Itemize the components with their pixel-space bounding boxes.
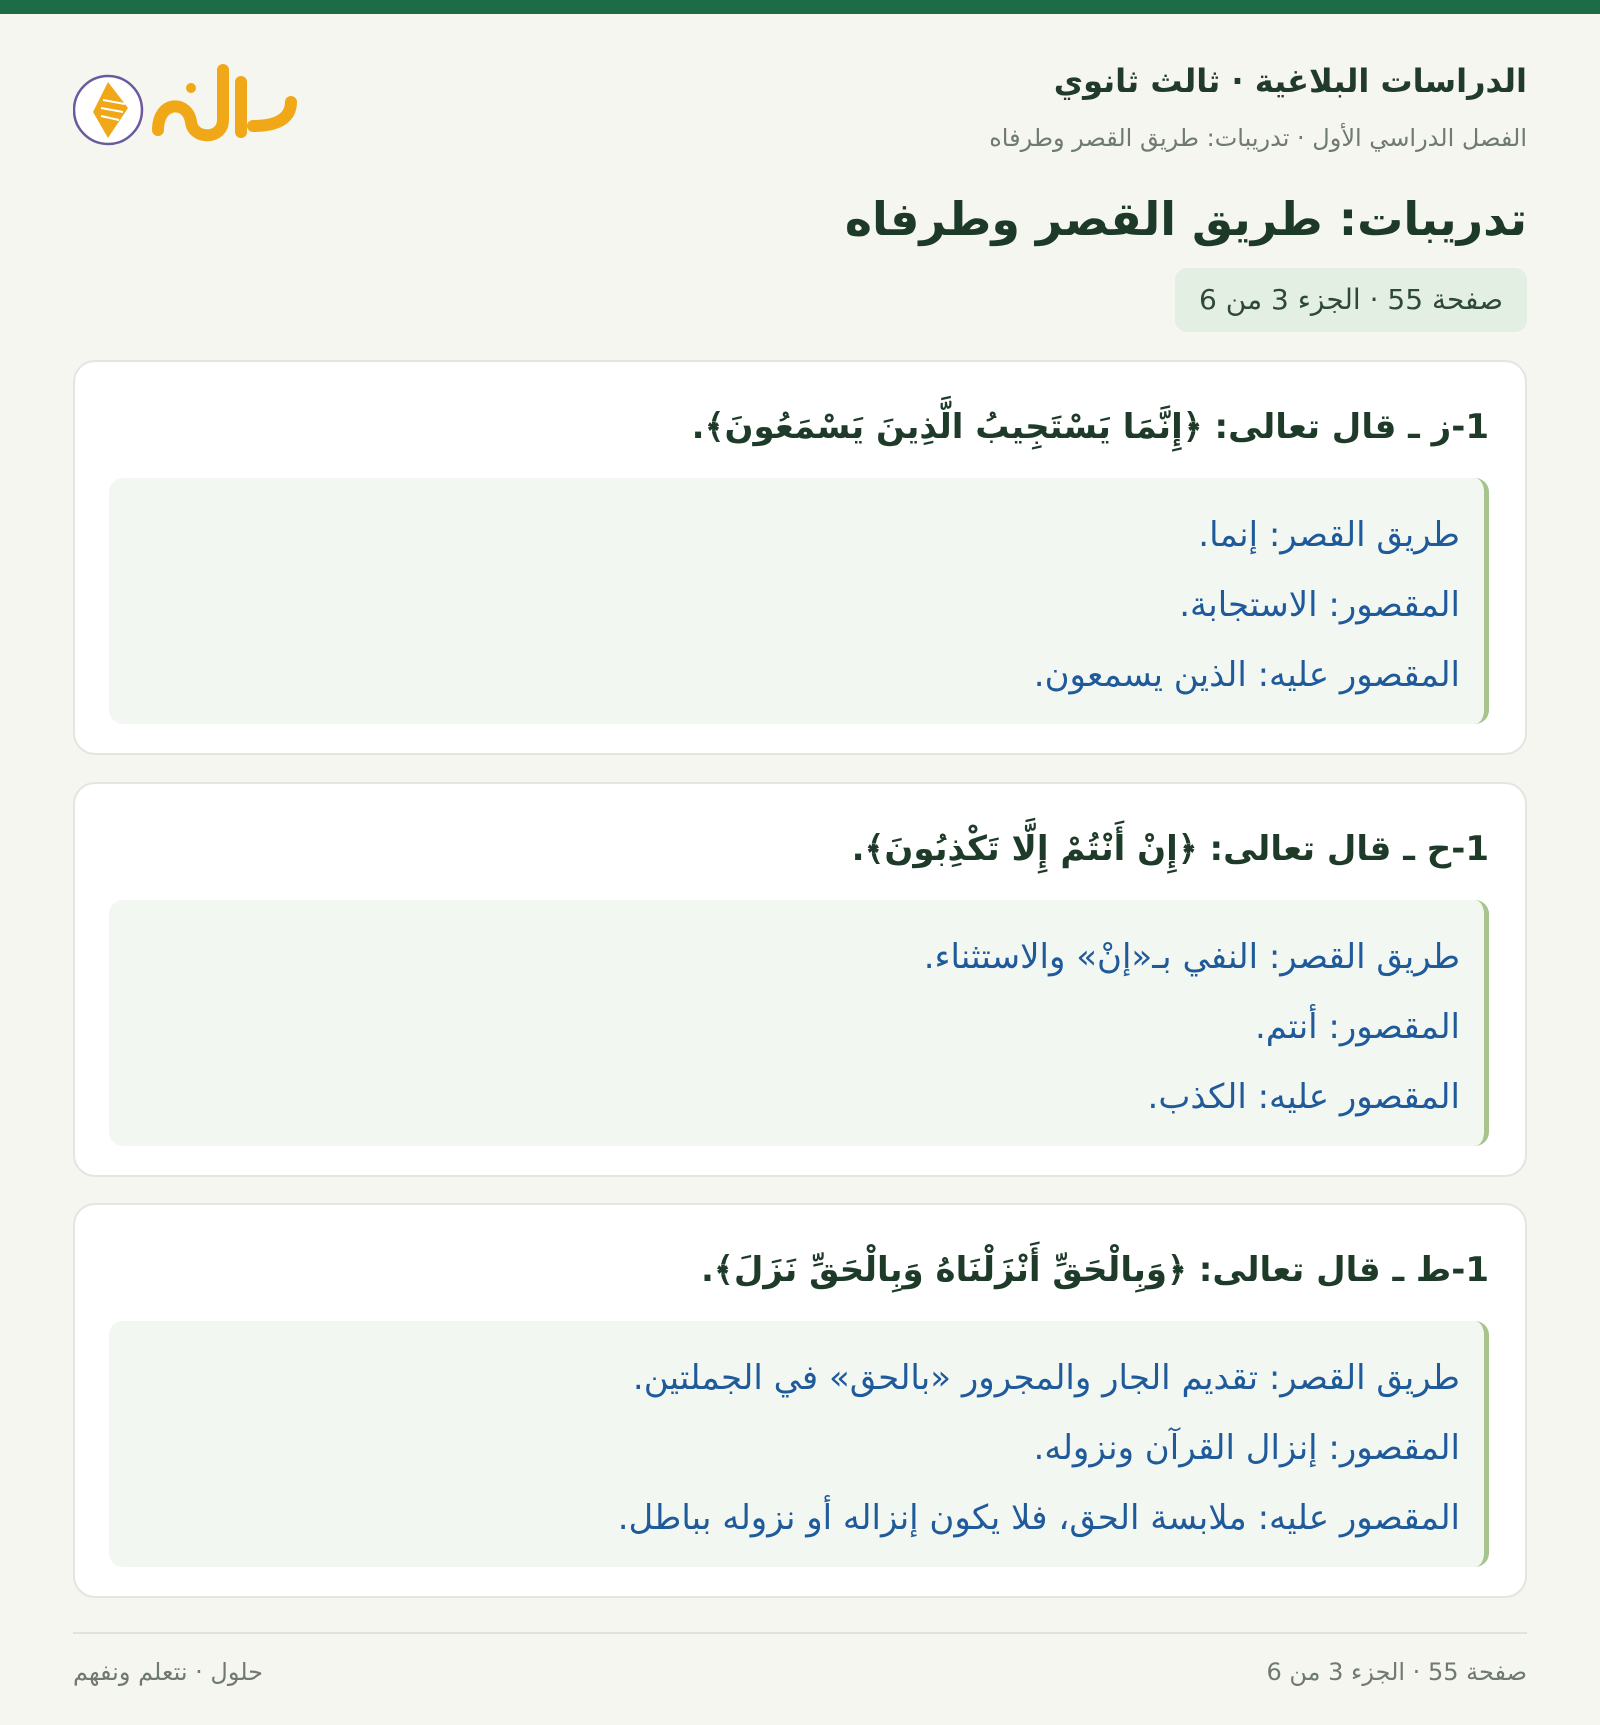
answer-restricted: المقصور: أنتم. <box>1255 1007 1460 1047</box>
footer-page-info: صفحة 55 · الجزء 3 من 6 <box>1266 1658 1527 1686</box>
breadcrumb: الفصل الدراسي الأول · تدريبات: طريق القصر وطرفاه <box>989 124 1527 152</box>
footer-divider <box>73 1632 1527 1634</box>
answer-box <box>109 1321 1489 1567</box>
answer-restricted: المقصور: إنزال القرآن ونزوله. <box>1033 1428 1460 1468</box>
hulul-logo[interactable] <box>73 60 303 160</box>
question-text: 1-ط ـ قال تعالى: ﴿وَبِالْحَقِّ أَنْزَلْنَاهُ وَبِالْحَقِّ نَزَلَ﴾. <box>701 1250 1489 1290</box>
question-text: 1-ز ـ قال تعالى: ﴿إِنَّمَا يَسْتَجِيبُ الَّذِينَ يَسْمَعُونَ﴾. <box>691 407 1489 447</box>
page-header <box>73 60 1527 180</box>
page-badge: صفحة 55 · الجزء 3 من 6 <box>1175 268 1527 332</box>
exercise-card <box>73 360 1527 755</box>
answer-method: طريق القصر: تقديم الجار والمجرور «بالحق» في الجملتين. <box>632 1358 1460 1398</box>
subject-title: الدراسات البلاغية · ثالث ثانوي <box>1053 62 1527 100</box>
answer-method: طريق القصر: إنما. <box>1198 515 1460 555</box>
answer-method: طريق القصر: النفي بـ«إنْ» والاستثناء. <box>923 937 1460 977</box>
page-title: تدريبات: طريق القصر وطرفاه <box>844 192 1527 246</box>
answer-box <box>109 478 1489 724</box>
exercise-card <box>73 782 1527 1177</box>
footer-brand: حلول · نتعلم ونفهم <box>73 1658 263 1686</box>
exercise-card <box>73 1203 1527 1598</box>
answer-restricted-to: المقصور عليه: ملابسة الحق، فلا يكون إنزاله أو نزوله بباطل. <box>617 1498 1460 1538</box>
answer-box <box>109 900 1489 1146</box>
answer-restricted-to: المقصور عليه: الذين يسمعون. <box>1033 655 1460 695</box>
top-accent-bar <box>0 0 1600 14</box>
question-text: 1-ح ـ قال تعالى: ﴿إِنْ أَنْتُمْ إِلَّا تَكْذِبُونَ﴾. <box>851 829 1489 869</box>
answer-restricted: المقصور: الاستجابة. <box>1179 585 1460 625</box>
answer-restricted-to: المقصور عليه: الكذب. <box>1147 1077 1460 1117</box>
